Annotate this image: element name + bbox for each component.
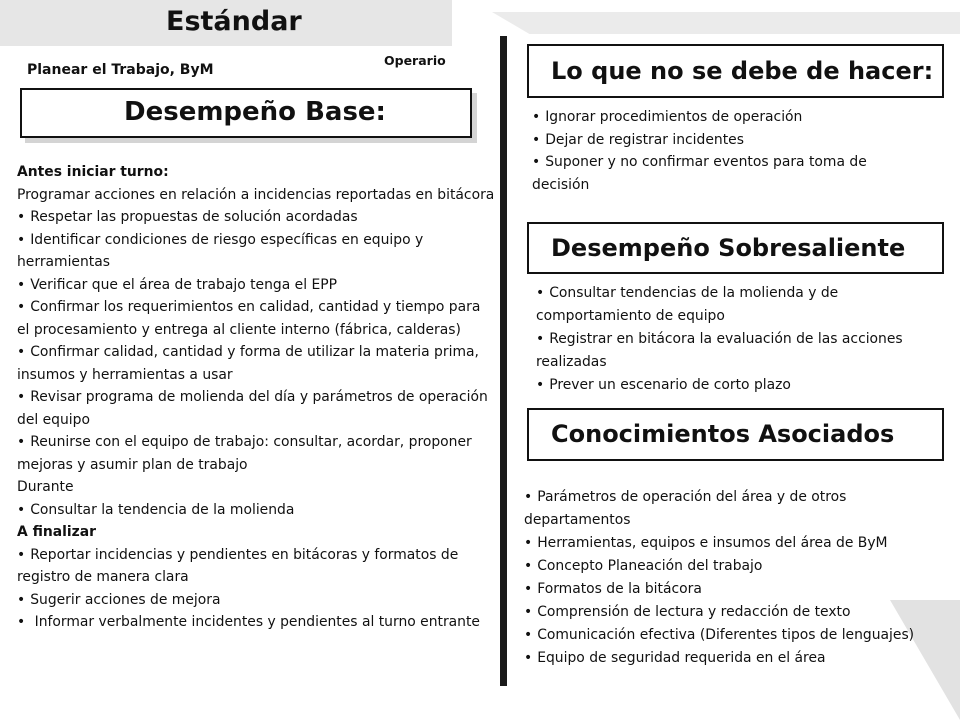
list-item: • Equipo de seguridad requerida en el área xyxy=(524,647,949,670)
list-item: • Registrar en bitácora la evaluación de las acciones realizadas xyxy=(536,328,931,374)
list-item: • Informar verbalmente incidentes y pendientes al turno entrante xyxy=(17,611,495,634)
section-line: Antes iniciar turno: xyxy=(17,164,169,180)
list-item: • Verificar que el área de trabajo tenga el EPP xyxy=(17,274,495,297)
list-item: • Formatos de la bitácora xyxy=(524,578,949,601)
section-line: Durante xyxy=(17,479,74,495)
list-item: • Consultar tendencias de la molienda y de comportamiento de equipo xyxy=(536,282,931,328)
list-item: • Reportar incidencias y pendientes en bitácoras y formatos de registro de manera clara xyxy=(17,544,495,589)
list-item: • Comprensión de lectura y redacción de texto xyxy=(524,601,949,624)
page-title: Estándar xyxy=(166,6,302,37)
vertical-divider xyxy=(500,36,507,686)
list-item: • Consultar la tendencia de la molienda xyxy=(17,499,495,522)
conocimientos-list xyxy=(524,486,949,670)
list-item: • Ignorar procedimientos de operación xyxy=(532,106,927,129)
list-item: • Identificar condiciones de riesgo específicas en equipo y herramientas xyxy=(17,229,495,274)
list-item: • Dejar de registrar incidentes xyxy=(532,129,927,152)
list-item: • Confirmar los requerimientos en calidad, cantidad y tiempo para el procesamiento y entrega al cliente interno (fábrica, calderas) xyxy=(17,296,495,341)
list-item: • Comunicación efectiva (Diferentes tipos de lenguajes) xyxy=(524,624,949,647)
list-item: • Reunirse con el equipo de trabajo: consultar, acordar, proponer mejoras y asumir plan de trabajo xyxy=(17,431,495,476)
conocimientos-header: Conocimientos Asociados xyxy=(527,408,944,461)
list-item: • Revisar programa de molienda del día y parámetros de operación del equipo xyxy=(17,386,495,431)
role-label: Operario xyxy=(384,53,446,68)
no-hacer-header: Lo que no se debe de hacer: xyxy=(527,44,944,98)
list-item: • Herramientas, equipos e insumos del área de ByM xyxy=(524,532,949,555)
section-line: A finalizar xyxy=(17,524,96,540)
list-item: • Confirmar calidad, cantidad y forma de utilizar la materia prima, insumos y herramientas a usar xyxy=(17,341,495,386)
list-item: • Respetar las propuestas de solución acordadas xyxy=(17,206,495,229)
desempeno-base-content xyxy=(17,161,495,634)
decorative-band xyxy=(492,12,960,34)
process-label: Planear el Trabajo, ByM xyxy=(27,62,214,78)
no-hacer-list xyxy=(532,106,927,196)
list-item: • Prever un escenario de corto plazo xyxy=(536,374,931,397)
list-item: • Concepto Planeación del trabajo xyxy=(524,555,949,578)
list-item: • Sugerir acciones de mejora xyxy=(17,589,495,612)
sobresaliente-list xyxy=(536,282,931,397)
section-line: Programar acciones en relación a incidencias reportadas en bitácora xyxy=(17,186,495,203)
list-item: • Suponer y no confirmar eventos para toma de decisión xyxy=(532,151,927,196)
list-item: • Parámetros de operación del área y de otros departamentos xyxy=(524,486,949,532)
sobresaliente-header: Desempeño Sobresaliente xyxy=(527,222,944,274)
desempeno-base-header: Desempeño Base: xyxy=(20,88,472,138)
